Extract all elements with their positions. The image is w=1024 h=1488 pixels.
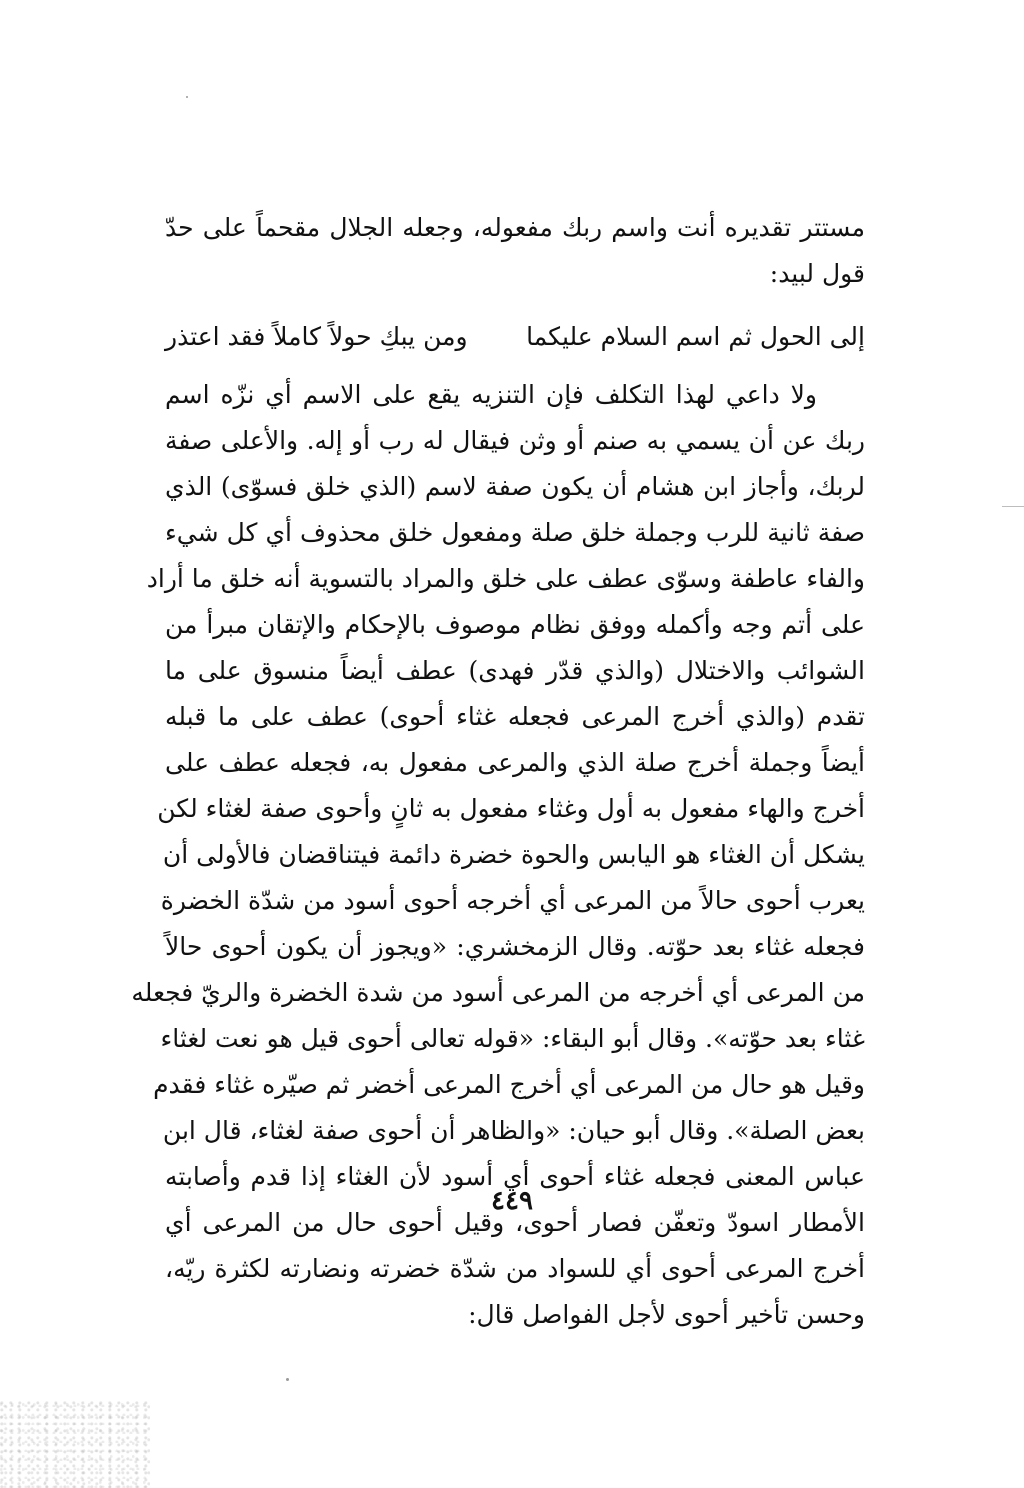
text-line: مستتر تقديره أنت واسم ربك مفعوله، وجعله الجلال مقحماً على حدّ — [165, 213, 865, 242]
text-line: على أتم وجه وأكمله ووفق نظام موصوف بالإحكام والإتقان مبرأ من — [165, 610, 865, 639]
verse-first-hemistich: إلى الحول ثم اسم السلام عليكما — [526, 322, 865, 351]
text-line: يشكل أن الغثاء هو اليابس والحوة خضرة دائمة فيتناقضان فالأولى أن — [162, 840, 865, 869]
text-line: يعرب أحوى حالاً من المرعى أي أخرجه أحوى أسود من شدّة الخضرة — [160, 886, 865, 915]
text-line: تقدم (والذي أخرج المرعى فجعله غثاء أحوى) عطف على ما قبله — [165, 702, 865, 731]
text-line: صفة ثانية للرب وجملة خلق صلة ومفعول خلق محذوف أي كل شيء — [165, 518, 865, 547]
text-line: وحسن تأخير أحوى لأجل الفواصل قال: — [468, 1300, 865, 1329]
text-line: الأمطار اسودّ وتعفّن فصار أحوى، وقيل أحوى حال من المرعى أي — [165, 1208, 865, 1237]
text-line: الشوائب والاختلال (والذي قدّر فهدى) عطف أيضاً منسوق على ما — [165, 656, 865, 685]
scan-speck — [186, 96, 188, 98]
text-line: قول لبيد: — [769, 259, 865, 288]
scan-speck — [286, 1378, 289, 1381]
text-line: وقيل هو حال من المرعى أي أخرج المرعى أخضر ثم صيّره غثاء فقدم — [153, 1070, 865, 1099]
text-line: فجعله غثاء بعد حوّته. وقال الزمخشري: «ويجوز أن يكون أحوى حالاً — [165, 932, 865, 961]
text-line: أيضاً وجملة أخرج صلة الذي والمرعى مفعول به، فجعله عطف على — [165, 748, 865, 777]
margin-scan-mark — [1002, 506, 1024, 507]
text-line: والفاء عاطفة وسوّى عطف على خلق والمراد بالتسوية أنه خلق ما أراد — [146, 564, 865, 593]
intro-paragraph — [165, 205, 865, 297]
verse-second-hemistich: ومن يبكِ حولاً كاملاً فقد اعتذر — [165, 322, 468, 351]
poetry-verse — [165, 314, 865, 360]
text-line: غثاء بعد حوّته». وقال أبو البقاء: «قوله تعالى أحوى قيل هو نعت لغثاء — [160, 1024, 865, 1053]
text-line: ربك عن أن يسمي به صنم أو وثن فيقال له رب أو إله. والأعلى صفة — [165, 426, 865, 455]
text-line: أخرج والهاء مفعول به أول وغثاء مفعول به ثانٍ وأحوى صفة لغثاء لكن — [157, 794, 865, 823]
text-line: بعض الصلة». وقال أبو حيان: «والظاهر أن أحوى صفة لغثاء، قال ابن — [162, 1116, 865, 1145]
text-line: أخرج المرعى أحوى أي للسواد من شدّة خضرته ونضارته لكثرة ريّه، — [165, 1254, 865, 1283]
text-line: من المرعى أي أخرجه من المرعى أسود من شدة الخضرة والريّ فجعله — [131, 978, 865, 1007]
page-number: ٤٤٩ — [491, 1186, 533, 1216]
text-line: عباس المعنى فجعله غثاء أحوى أي أسود لأن الغثاء إذا قدم وأصابته — [165, 1162, 865, 1191]
scan-noise — [0, 1398, 150, 1488]
text-line: لربك، وأجاز ابن هشام أن يكون صفة لاسم (الذي خلق فسوّى) الذي — [165, 472, 865, 501]
text-line: ولا داعي لهذا التكلف فإن التنزيه يقع على الاسم أي نزّه اسم — [165, 380, 817, 409]
